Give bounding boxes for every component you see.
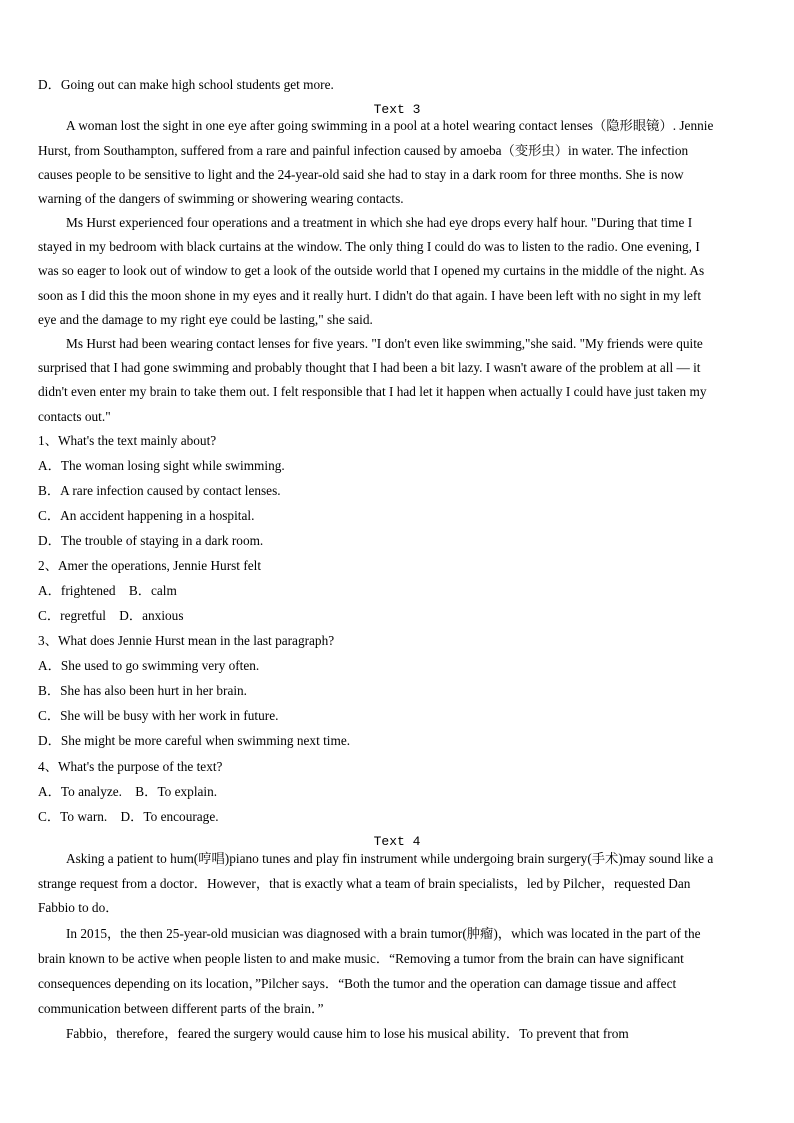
option: C．To warn. D．To encourage. (38, 809, 219, 824)
text4-line: Asking a patient to hum(哼唱)piano tunes and play fin instrument while undergoing brain surgery(手术)may sound like a (66, 851, 714, 866)
option: C．She will be busy with her work in future. (38, 708, 279, 723)
text3-line: contacts out." (38, 409, 111, 424)
option-d: D．Going out can make high school students get more. (38, 77, 334, 92)
option: A．frightened B．calm (38, 583, 177, 598)
text4-heading: Text 4 (373, 834, 421, 849)
text4-line: In 2015，the then 25-year-old musician was diagnosed with a brain tumor(肿瘤)，which was located in the part of the (66, 926, 701, 941)
text3-line: surprised that I had gone swimming and probably thought that I had been a bit lazy. I wasn't aware of the problem at all — it (38, 360, 701, 375)
text3-line: A woman lost the sight in one eye after going swimming in a pool at a hotel wearing contact lenses（隐形眼镜）. Jennie (66, 118, 714, 133)
text3-line: Ms Hurst experienced four operations and a treatment in which she had eye drops every half hour. "During that time I (66, 215, 693, 230)
text3-line: causes people to be sensitive to light and the 24-year-old said she had to stay in a dark room for three months. She is now (38, 167, 684, 182)
text4-line: Fabbio，therefore，feared the surgery would cause him to lose his musical ability．To prevent that from (66, 1026, 629, 1041)
option: C．An accident happening in a hospital. (38, 508, 255, 523)
option: D．The trouble of staying in a dark room. (38, 533, 264, 548)
text3-line: Hurst, from Southampton, suffered from a rare and painful infection caused by amoeba（变形虫）in water. The infection (38, 143, 689, 158)
text4-line: Fabbio to do． (38, 900, 119, 915)
question: 4、What's the purpose of the text? (38, 759, 223, 774)
option: A．The woman losing sight while swimming. (38, 458, 285, 473)
text3-line: was so eager to look out of window to get a look of the outside world that I opened my curtains in the middle of the night. As (38, 263, 705, 278)
text3-line: Ms Hurst had been wearing contact lenses for five years. "I don't even like swimming,"she said. "My friends were quite (66, 336, 703, 351)
question: 1、What's the text mainly about? (38, 433, 217, 448)
text3-line: eye and the damage to my right eye could be lasting," she said. (38, 312, 373, 327)
option: B．She has also been hurt in her brain. (38, 683, 248, 698)
option: C．regretful D．anxious (38, 608, 184, 623)
text3-line: stayed in my bedroom with black curtains at the window. The only thing I could do was to listen to the radio. One evening, I (38, 239, 700, 254)
text4-line: consequences depending on its location，”Pilcher says．“Both the tumor and the operation can damage tissue and affect (38, 976, 677, 991)
option: B．A rare infection caused by contact lenses. (38, 483, 281, 498)
text3-line: didn't even enter my brain to take them out. I felt responsible that I had let it happen when actually I could have just taken my (38, 384, 707, 399)
text3-heading: Text 3 (373, 102, 421, 117)
text4-line: strange request from a doctor．However，that is exactly what a team of brain specialists，led by Pilcher，requested Dan (38, 876, 691, 891)
text4-line: communication between different parts of the brain．” (38, 1001, 324, 1016)
option: A．To analyze. B．To explain. (38, 784, 218, 799)
text4-line: brain known to be active when people listen to and make music．“Removing a tumor from the brain can have significant (38, 951, 684, 966)
option: A．She used to go swimming very often. (38, 658, 260, 673)
question: 2、Amer the operations, Jennie Hurst felt (38, 558, 262, 573)
text3-line: soon as I did this the moon shone in my eyes and it really hurt. I didn't do that again. I have been left with no sight in my left (38, 288, 702, 303)
option: D．She might be more careful when swimming next time. (38, 733, 351, 748)
text3-line: warning of the dangers of swimming or showering wearing contacts. (38, 191, 404, 206)
question: 3、What does Jennie Hurst mean in the last paragraph? (38, 633, 335, 648)
